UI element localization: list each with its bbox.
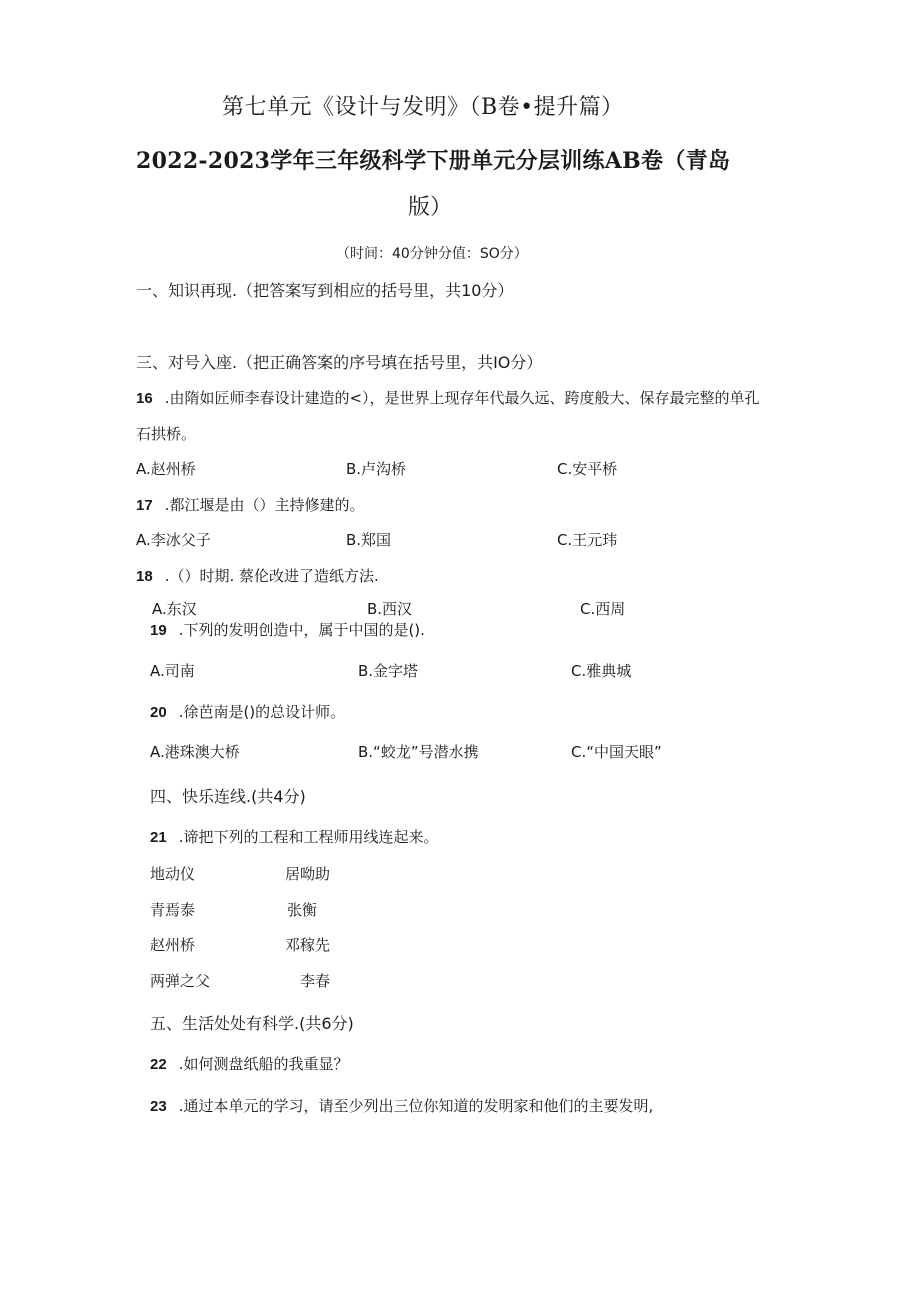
question-18	[136, 565, 379, 586]
question-number: 19	[150, 622, 167, 639]
match-left-item[interactable]: 两弹之父	[150, 972, 211, 990]
q17-option-c[interactable]: C.王元玮	[557, 531, 618, 549]
section-4-heading: 四、快乐连线.(共4分)	[150, 787, 306, 806]
title-line-1: 第七单元《设计与发明》（B卷•提升篇）	[222, 95, 624, 120]
q17-option-b[interactable]: B.郑国	[346, 531, 392, 549]
question-number: 23	[150, 1098, 167, 1115]
question-21	[150, 826, 438, 847]
question-16-line2: 石拱桥。	[136, 425, 197, 443]
question-16	[136, 387, 760, 408]
question-number: 18	[136, 568, 153, 585]
question-23	[150, 1095, 653, 1116]
question-number: 17	[136, 497, 153, 514]
q16-option-c[interactable]: C.安平桥	[557, 460, 618, 478]
question-19	[150, 619, 425, 640]
q19-option-c[interactable]: C.雅典城	[571, 662, 632, 680]
question-text: .下列的发明创造中，属于中国的是().	[178, 621, 425, 639]
q20-option-c[interactable]: C.“中国天眼”	[571, 743, 662, 761]
section-5-heading: 五、生活处处有科学.(共6分)	[150, 1014, 354, 1033]
q18-option-c[interactable]: C.西周	[580, 600, 626, 618]
title-line-3: 版）	[408, 195, 453, 220]
question-text: .谛把下列的工程和工程师用线连起来。	[178, 828, 439, 846]
question-number: 21	[150, 829, 167, 846]
q19-option-b[interactable]: B.金字塔	[358, 662, 419, 680]
match-left-item[interactable]: 青焉泰	[150, 901, 196, 919]
question-text: .（）时期. 蔡伦改进了造纸方法.	[164, 567, 379, 585]
question-20	[150, 701, 345, 722]
q18-option-a[interactable]: A.东汉	[152, 600, 197, 618]
q16-option-a[interactable]: A.赵州桥	[136, 460, 196, 478]
q20-option-a[interactable]: A.港珠澳大桥	[150, 743, 240, 761]
question-17	[136, 494, 364, 515]
match-right-item[interactable]: 居呦助	[285, 865, 331, 883]
question-number: 16	[136, 390, 153, 407]
match-left-item[interactable]: 赵州桥	[150, 936, 196, 954]
section-1-heading: 一、知识再现.（把答案写到相应的括号里，共10分）	[136, 281, 514, 300]
q16-option-b[interactable]: B.卢沟桥	[346, 460, 407, 478]
question-number: 20	[150, 704, 167, 721]
title-line-2: 2022-2023学年三年级科学下册单元分层训练AB卷（青岛	[136, 148, 731, 174]
exam-meta: （时间：40分钟分值：SO分）	[336, 246, 528, 262]
q17-option-a[interactable]: A.李冰父子	[136, 531, 211, 549]
q20-option-b[interactable]: B.“蛟龙”号潜水携	[358, 743, 479, 761]
question-text: .都江堰是由（）主持修建的。	[164, 496, 365, 514]
question-number: 22	[150, 1056, 167, 1073]
match-right-item[interactable]: 邓稼先	[285, 936, 331, 954]
q18-option-b[interactable]: B.西汉	[367, 600, 413, 618]
question-text: .通过本单元的学习，请至少列出三位你知道的发明家和他们的主要发明,	[178, 1097, 654, 1115]
section-3-heading: 三、对号入座.（把正确答案的序号填在括号里，共IO分）	[136, 353, 543, 372]
question-text: .如何测盘纸船的我重显？	[178, 1055, 349, 1073]
q19-option-a[interactable]: A.司南	[150, 662, 195, 680]
match-right-item[interactable]: 李春	[300, 972, 331, 990]
match-left-item[interactable]: 地动仪	[150, 865, 196, 883]
question-text: .徐芭南是()的总设计师。	[178, 703, 346, 721]
question-22	[150, 1053, 348, 1074]
match-right-item[interactable]: 张衡	[287, 901, 318, 919]
question-text: .由隋如匠师李春设计建造的<），是世界上现存年代最久远、跨度般大、保存最完整的单孔	[164, 389, 760, 407]
